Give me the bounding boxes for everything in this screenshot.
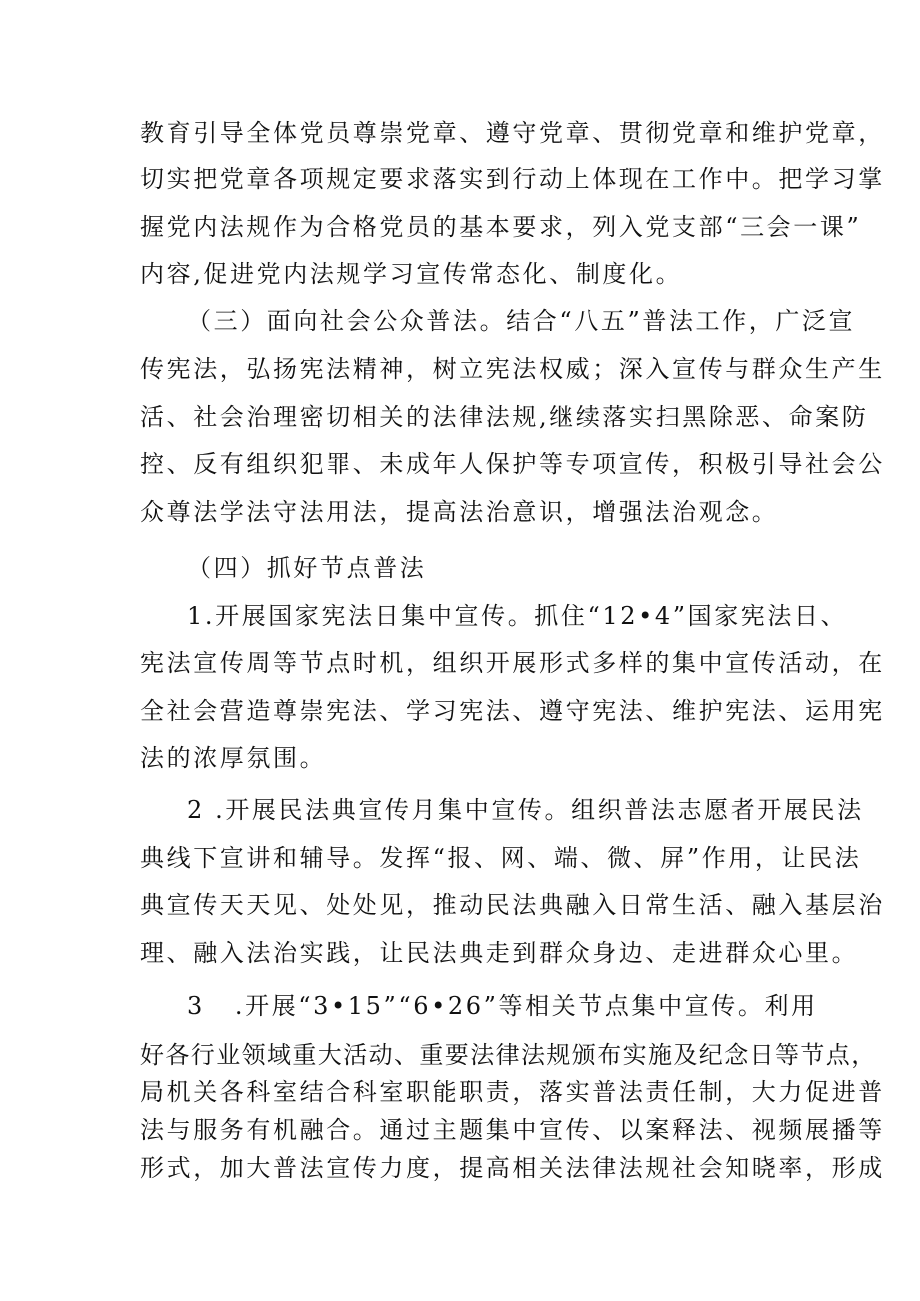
text-line: 教育引导全体党员尊崇党章、遵守党章、贯彻党章和维护党章，: [140, 119, 885, 147]
section-heading: （四）抓好节点普法: [187, 554, 427, 582]
item-number: 3: [187, 992, 205, 1020]
text-line: 切实把党章各项规定要求落实到行动上体现在工作中。把学习掌: [140, 165, 885, 193]
text-line: 好各行业领域重大活动、重要法律法规颁布实施及纪念日等节点，: [140, 1041, 877, 1069]
section-paragraph-start: （三）面向社会公众普法。结合“八五”普法工作，广泛宣: [187, 307, 856, 335]
text-line: 典宣传天天见、处处见，推动民法典融入日常生活、融入基层治: [140, 891, 885, 919]
text-line: 全社会营造尊崇宪法、学习宪法、遵守宪法、维护宪法、运用宪: [140, 697, 885, 725]
item-paragraph-start: 2 .开展民法典宣传月集中宣传。组织普法志愿者开展民法: [187, 796, 864, 824]
item-paragraph-start: 1.开展国家宪法日集中宣传。抓住“12•4”国家宪法日、: [187, 602, 848, 630]
item-text: .开展“3•15”“6•26”等相关节点集中宣传。利用: [234, 992, 818, 1020]
text-line: 宪法宣传周等节点时机，组织开展形式多样的集中宣传活动，在: [140, 649, 885, 677]
item-paragraph-start: [187, 991, 818, 1021]
text-line: 法的浓厚氛围。: [140, 744, 327, 772]
text-line: 理、融入法治实践，让民法典走到群众身边、走进群众心里。: [140, 939, 859, 967]
text-line: 握党内法规作为合格党员的基本要求，列入党支部“三会一课”: [140, 213, 862, 241]
text-line: 传宪法，弘扬宪法精神，树立宪法权威；深入宣传与群众生产生: [140, 355, 885, 383]
text-line: 内容,促进党内法规学习宣传常态化、制度化。: [140, 260, 683, 288]
text-line: 法与服务有机融合。通过主题集中宣传、以案释法、视频展播等: [140, 1116, 885, 1144]
text-line: 局机关各科室结合科室职能职责，落实普法责任制，大力促进普: [140, 1078, 885, 1106]
text-line: 众尊法学法守法用法，提高法治意识，增强法治观念。: [140, 498, 779, 526]
text-line: 控、反有组织犯罪、未成年人保护等专项宣传，积极引导社会公: [140, 450, 885, 478]
text-line: 典线下宣讲和辅导。发挥“报、网、端、微、屏”作用，让民法: [140, 844, 862, 872]
text-line: 活、社会治理密切相关的法律法规,继续落实扫黑除恶、命案防: [140, 403, 869, 431]
text-line: 形式，加大普法宣传力度，提高相关法律法规社会知晓率，形成: [140, 1154, 885, 1182]
